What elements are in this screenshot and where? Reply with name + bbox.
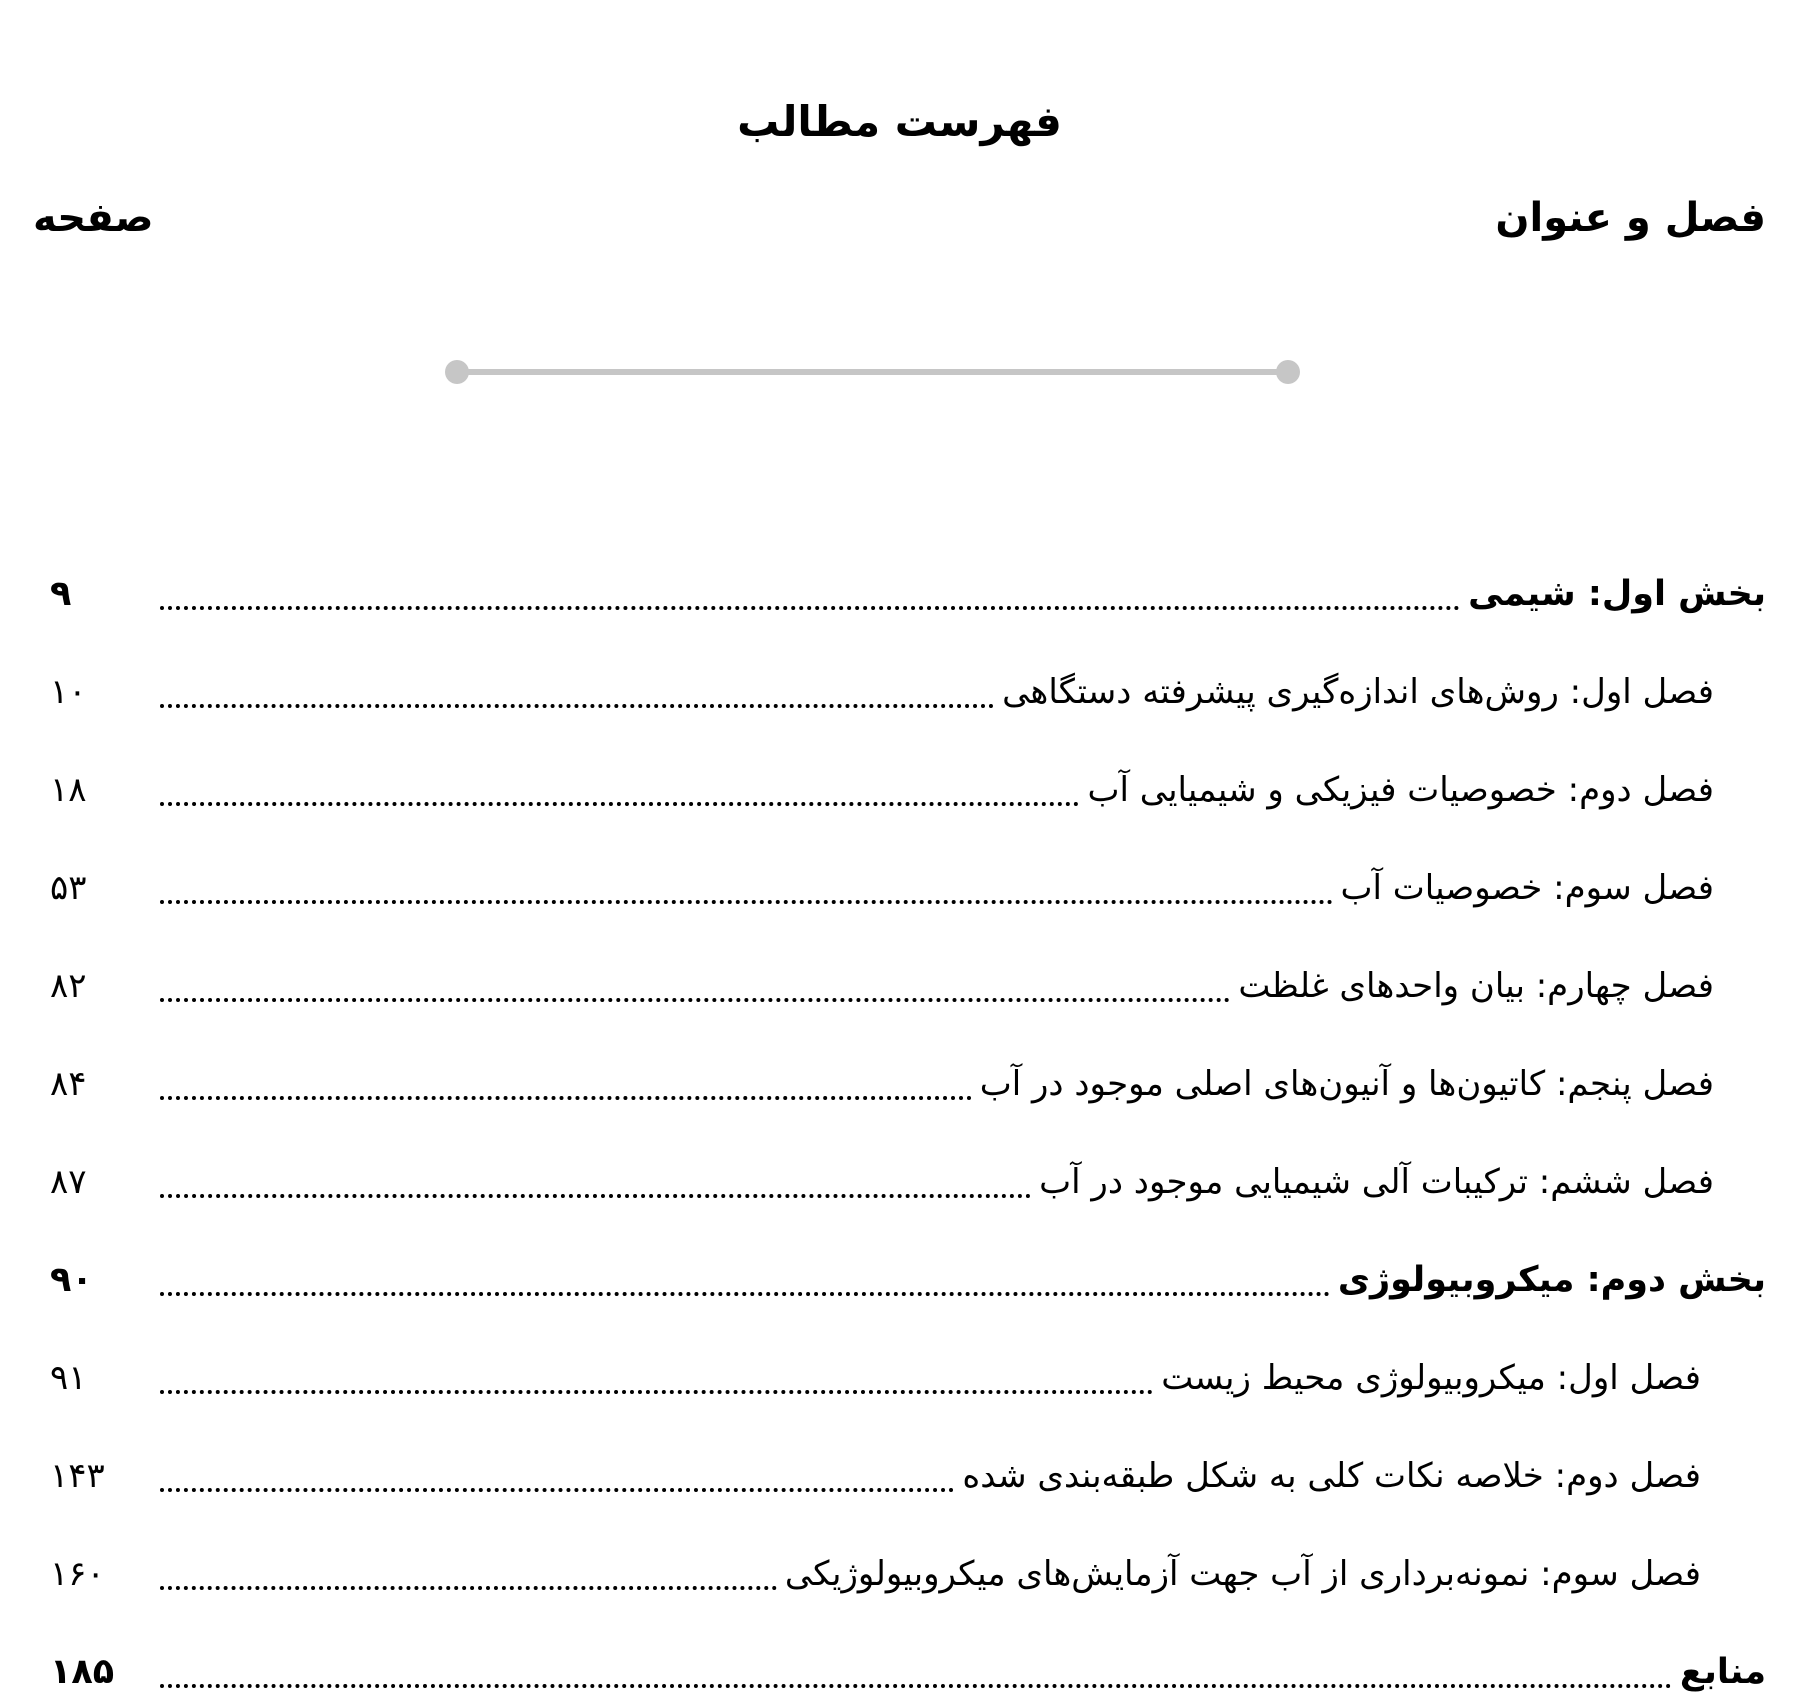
dot-leader — [160, 1582, 777, 1590]
toc-chapter-row[interactable] — [50, 624, 1766, 722]
toc-chapter-row[interactable] — [50, 722, 1766, 820]
dot-leader — [160, 1092, 972, 1100]
toc-chapter-row[interactable] — [50, 1506, 1766, 1604]
column-header-chapter-title: فصل و عنوان — [1495, 195, 1766, 241]
dot-leader — [160, 602, 1460, 610]
toc-page-number: ۱۰ — [50, 672, 87, 712]
dot-leader — [160, 1680, 1672, 1688]
decorative-divider — [445, 360, 1300, 384]
toc-page-number: ۵۳ — [50, 868, 87, 908]
toc-chapter-row[interactable] — [50, 1408, 1766, 1506]
table-of-contents — [50, 526, 1766, 1702]
toc-entry-title: فصل پنجم: کاتیون‌ها و آنیون‌های اصلی موجود در آب — [979, 1064, 1714, 1104]
dot-leader — [160, 798, 1079, 806]
toc-page-number: ۸۴ — [50, 1064, 87, 1104]
toc-entry-title: فصل اول: روش‌های اندازه‌گیری پیشرفته دستگاهی — [1002, 672, 1714, 712]
toc-part-row[interactable] — [50, 1212, 1766, 1310]
toc-entry-title: فصل اول: میکروبیولوژی محیط زیست — [1161, 1358, 1701, 1398]
dot-leader — [160, 1190, 1031, 1198]
toc-entry-title: فصل سوم: خصوصیات آب — [1340, 868, 1714, 908]
toc-page-number: ۸۲ — [50, 966, 87, 1006]
dot-leader — [160, 700, 994, 708]
dot-leader — [160, 1288, 1330, 1296]
toc-page-number: ۹ — [50, 574, 72, 614]
dot-leader — [160, 896, 1333, 904]
toc-chapter-row[interactable] — [50, 1114, 1766, 1212]
toc-entry-title: فصل دوم: خلاصه نکات کلی به شکل طبقه‌بندی شده — [962, 1456, 1701, 1496]
divider-dot-right — [1276, 360, 1300, 384]
toc-page-number: ۸۷ — [50, 1162, 87, 1202]
toc-entry-title: فصل دوم: خصوصیات فیزیکی و شیمیایی آب — [1087, 770, 1714, 810]
toc-entry-title: منابع — [1679, 1652, 1766, 1692]
toc-entry-title: فصل ششم: ترکیبات آلی شیمیایی موجود در آب — [1039, 1162, 1714, 1202]
toc-entry-title: بخش دوم: میکروبیولوژی — [1337, 1260, 1766, 1300]
toc-part-row[interactable] — [50, 526, 1766, 624]
toc-page-number: ۹۱ — [50, 1358, 87, 1398]
toc-page-number: ۱۴۳ — [50, 1456, 105, 1496]
dot-leader — [160, 1386, 1153, 1394]
toc-entry-title: بخش اول: شیمی — [1468, 574, 1766, 614]
divider-line — [457, 369, 1288, 375]
toc-entry-title: فصل سوم: نمونه‌برداری از آب جهت آزمایش‌های میکروبیولوژیکی — [784, 1554, 1701, 1594]
toc-chapter-row[interactable] — [50, 918, 1766, 1016]
toc-page-number: ۹۰ — [50, 1260, 93, 1300]
dot-leader — [160, 1484, 954, 1492]
dot-leader — [160, 994, 1230, 1002]
toc-entry-title: فصل چهارم: بیان واحدهای غلظت — [1238, 966, 1714, 1006]
toc-chapter-row[interactable] — [50, 820, 1766, 918]
toc-chapter-row[interactable] — [50, 1016, 1766, 1114]
page-title: فهرست مطالب — [737, 97, 1062, 146]
toc-page-number: ۱۸۵ — [50, 1652, 115, 1692]
column-header-page: صفحه — [33, 195, 154, 241]
toc-page-number: ۱۸ — [50, 770, 87, 810]
toc-chapter-row[interactable] — [50, 1310, 1766, 1408]
toc-page-number: ۱۶۰ — [50, 1554, 105, 1594]
divider-dot-left — [445, 360, 469, 384]
toc-references-row[interactable] — [50, 1604, 1766, 1702]
